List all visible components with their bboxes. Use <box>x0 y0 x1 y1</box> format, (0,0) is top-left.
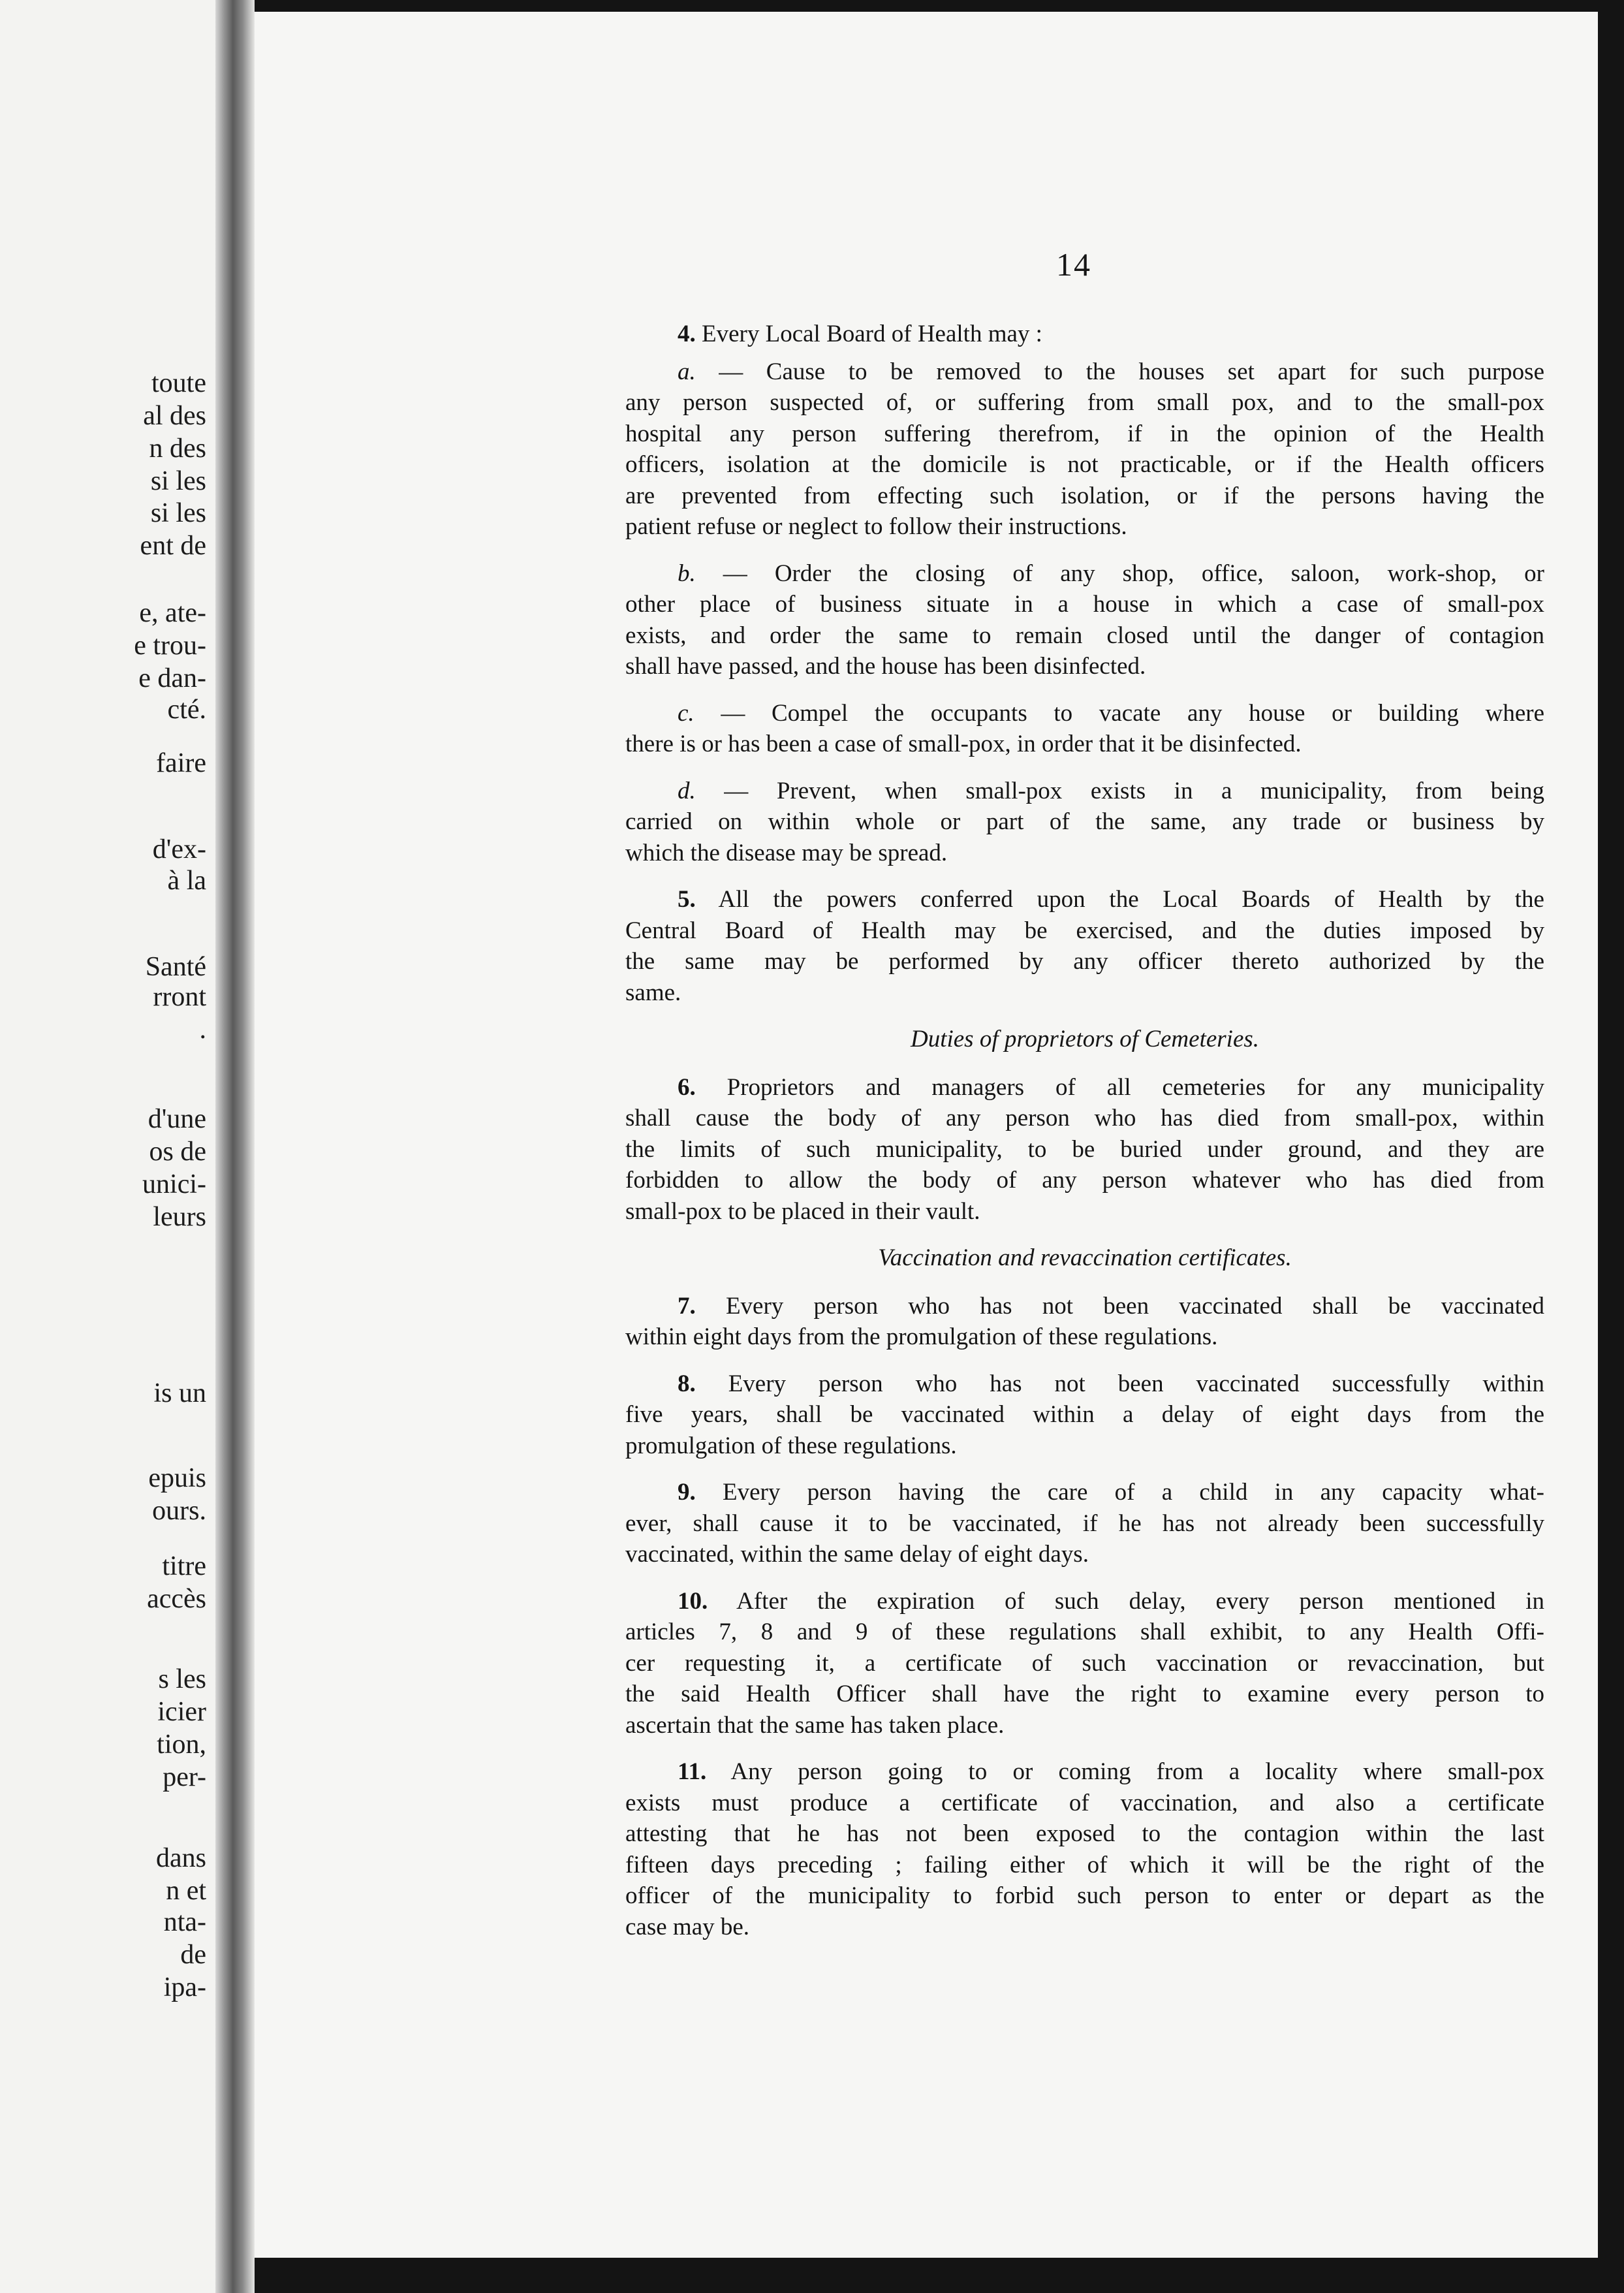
text-line <box>625 558 1544 590</box>
line-text: attesting that he has not been exposed to the contagion within the last <box>625 1820 1544 1847</box>
left-page-fragment: epuis <box>148 1463 206 1493</box>
left-page-fragment: per- <box>163 1762 206 1792</box>
text-line <box>625 1850 1544 1881</box>
line-text: Central Board of Health may be exercised, and the duties imposed by <box>625 917 1544 944</box>
text-line <box>625 915 1544 947</box>
article-number: 5. <box>678 886 696 913</box>
text-line <box>625 1586 1544 1617</box>
line-text: — Order the closing of any shop, office, saloon, work-shop, or <box>723 560 1545 587</box>
line-text: which the disease may be spread. <box>625 839 948 866</box>
left-page-fragment: n des <box>149 434 206 464</box>
line-text: carried on within whole or part of the same, any trade or business by <box>625 808 1544 835</box>
article-4 <box>625 319 1544 350</box>
left-page-fragment: e, ate- <box>139 598 206 628</box>
left-page-fragment: ours. <box>152 1496 206 1526</box>
left-page-fragment: cté. <box>167 695 206 725</box>
text-line <box>625 1756 1544 1788</box>
article-number: 6. <box>678 1073 696 1101</box>
left-page-fragment: is un <box>153 1378 206 1408</box>
section-heading-vaccination: Vaccination and revaccination certificates. <box>878 1244 1292 1271</box>
line-text: forbidden to allow the body of any person whatever who has died from <box>625 1167 1544 1194</box>
text-line <box>625 1134 1544 1165</box>
line-text: the said Health Officer shall have the right to examine every person to <box>625 1681 1544 1707</box>
text-line <box>625 1103 1544 1134</box>
line-text: All the powers conferred upon the Local Boards of Health by the <box>718 886 1544 913</box>
line-text: patient refuse or neglect to follow their instructions. <box>625 513 1127 540</box>
left-page-fragment: n et <box>166 1876 206 1906</box>
line-text: promulgation of these regulations. <box>625 1432 957 1459</box>
article-number: 7. <box>678 1292 696 1320</box>
line-text: same. <box>625 979 681 1006</box>
line-text: exists must produce a certificate of vaccination, and also a certificate <box>625 1789 1544 1816</box>
article-number: 9. <box>678 1479 696 1506</box>
text-line <box>625 946 1544 977</box>
left-page-fragment: . <box>199 1015 206 1045</box>
text-line <box>625 1912 1544 1943</box>
text-line <box>625 1431 1544 1462</box>
text-line <box>625 620 1544 652</box>
line-text: Any person going to or coming from a locality where small-pox <box>730 1758 1544 1785</box>
text-line <box>625 1880 1544 1912</box>
article-7 <box>625 1291 1544 1353</box>
text-line <box>625 1072 1544 1103</box>
line-text: shall cause the body of any person who has died from small-pox, within <box>625 1105 1544 1131</box>
text-line <box>625 1818 1544 1850</box>
left-page-fragment: de <box>180 1940 206 1970</box>
article-10 <box>625 1586 1544 1741</box>
line-text: cer requesting it, a certificate of such vaccination or revaccination, but <box>625 1649 1544 1677</box>
left-page-fragment: si les <box>150 466 206 496</box>
text-line <box>625 729 1544 760</box>
article-8 <box>625 1368 1544 1462</box>
left-page-fragment: e dan- <box>138 663 206 693</box>
text-line <box>625 1710 1544 1741</box>
line-text: within eight days from the promulgation of these regulations. <box>625 1323 1218 1350</box>
text-line <box>625 511 1544 543</box>
left-page-fragment: s les <box>158 1664 206 1694</box>
text-line <box>625 838 1544 869</box>
line-text: shall have passed, and the house has been disinfected. <box>625 653 1146 680</box>
line-text: officers, isolation at the domicile is not practicable, or if the Health officers <box>625 451 1544 478</box>
clause-d <box>625 776 1544 869</box>
text-line <box>625 1539 1544 1570</box>
line-text: ever, shall cause it to be vaccinated, if he has not already been successfully <box>625 1510 1544 1537</box>
left-page-fragment: titre <box>162 1551 206 1581</box>
article-6 <box>625 1072 1544 1227</box>
left-page-fragment: rront <box>153 982 206 1012</box>
left-page-fragment: dans <box>156 1843 206 1873</box>
left-page-fragment: al des <box>143 401 206 431</box>
line-text: articles 7, 8 and 9 of these regulations shall exhibit, to any Health Offi- <box>625 1619 1544 1645</box>
line-text: vaccinated, within the same delay of eight days. <box>625 1541 1089 1568</box>
clause-letter: a. <box>678 358 696 385</box>
clause-b <box>625 558 1544 682</box>
line-text: are prevented from effecting such isolation, or if the persons having the <box>625 482 1544 509</box>
left-page-fragment: accès <box>147 1584 206 1614</box>
text-line <box>625 449 1544 481</box>
text-line <box>625 1399 1544 1431</box>
article-intro: Every Local Board of Health may : <box>702 321 1042 347</box>
text-line <box>625 1477 1544 1508</box>
article-number: 11. <box>678 1758 707 1785</box>
line-text: After the expiration of such delay, every person mentioned in <box>736 1587 1544 1615</box>
line-text: ascertain that the same has taken place. <box>625 1711 1005 1739</box>
text-line <box>625 1165 1544 1196</box>
line-text: the limits of such municipality, to be buried under ground, and they are <box>625 1135 1544 1163</box>
text-line <box>625 1648 1544 1679</box>
text-line <box>625 1321 1544 1353</box>
text-line <box>625 977 1544 1009</box>
line-text: there is or has been a case of small-pox, in order that it be disinfected. <box>625 731 1302 757</box>
page-content <box>625 319 1544 1958</box>
clause-letter: d. <box>678 777 696 804</box>
left-page-fragment: toute <box>151 368 206 398</box>
section-heading-cemeteries: Duties of proprietors of Cemeteries. <box>910 1026 1260 1052</box>
text-line <box>625 387 1544 419</box>
left-page-fragment: d'une <box>148 1104 206 1134</box>
left-page-fragment: tion, <box>157 1730 206 1760</box>
left-page-fragment: ipa- <box>163 1972 206 2002</box>
page-number: 14 <box>1056 246 1091 283</box>
left-facing-page <box>0 0 215 2293</box>
line-text: Every person who has not been vaccinated shall be vaccinated <box>725 1292 1544 1320</box>
line-text: case may be. <box>625 1913 750 1940</box>
line-text: officer of the municipality to forbid such person to enter or depart as the <box>625 1882 1544 1909</box>
text-line <box>625 419 1544 450</box>
text-line <box>625 806 1544 838</box>
left-page-fragment: icier <box>157 1697 206 1727</box>
line-text: the same may be performed by any officer thereto authorized by the <box>625 948 1544 975</box>
left-page-fragment: à la <box>167 866 206 896</box>
line-text: small-pox to be placed in their vault. <box>625 1197 980 1225</box>
line-text: — Compel the occupants to vacate any house or building where <box>721 699 1544 727</box>
left-page-fragment: si les <box>150 498 206 528</box>
left-page-fragment: nta- <box>163 1907 206 1937</box>
text-line <box>625 776 1544 807</box>
text-line <box>625 1291 1544 1322</box>
left-page-fragment: Santé <box>145 952 206 982</box>
article-number: 10. <box>678 1587 708 1615</box>
text-line <box>625 589 1544 620</box>
text-line <box>625 884 1544 915</box>
line-text: — Prevent, when small-pox exists in a municipality, from being <box>724 777 1545 804</box>
text-line <box>625 1368 1544 1400</box>
article-number: 8. <box>678 1370 696 1397</box>
left-page-fragment: unici- <box>142 1169 206 1199</box>
line-text: — Cause to be removed to the houses set apart for such purpose <box>719 358 1544 385</box>
line-text: five years, shall be vaccinated within a delay of eight days from the <box>625 1401 1544 1428</box>
clause-c <box>625 698 1544 760</box>
book-gutter <box>215 0 255 2293</box>
left-page-fragment: os de <box>149 1137 206 1167</box>
left-page-fragment: d'ex- <box>152 834 206 864</box>
text-line <box>625 356 1544 388</box>
line-text: hospital any person suffering therefrom, if in the opinion of the Health <box>625 420 1544 447</box>
text-line <box>625 1196 1544 1227</box>
article-9 <box>625 1477 1544 1570</box>
left-page-fragment: ent de <box>140 531 206 561</box>
text-line <box>625 651 1544 682</box>
line-text: other place of business situate in a house in which a case of small-pox <box>625 591 1544 618</box>
clause-a <box>625 356 1544 543</box>
text-line <box>625 698 1544 729</box>
text-line <box>625 1508 1544 1540</box>
article-5 <box>625 884 1544 1008</box>
line-text: Proprietors and managers of all cemeteries for any municipality <box>726 1073 1544 1101</box>
left-page-fragment: e trou- <box>134 631 206 661</box>
text-line <box>625 481 1544 512</box>
text-line <box>625 1617 1544 1648</box>
line-text: Every person who has not been vaccinated successfully within <box>728 1370 1545 1397</box>
article-11 <box>625 1756 1544 1942</box>
line-text: exists, and order the same to remain closed until the danger of contagion <box>625 622 1544 649</box>
line-text: Every person having the care of a child in any capacity what- <box>723 1479 1545 1506</box>
line-text: any person suspected of, or suffering from small pox, and to the small-pox <box>625 389 1544 416</box>
text-line <box>625 1788 1544 1819</box>
text-line <box>625 1679 1544 1710</box>
line-text: fifteen days preceding ; failing either of which it will be the right of the <box>625 1851 1544 1878</box>
clause-letter: b. <box>678 560 696 587</box>
clause-letter: c. <box>678 699 695 727</box>
right-page <box>255 12 1598 2258</box>
article-number: 4. <box>678 321 696 347</box>
left-page-fragment: leurs <box>153 1202 206 1232</box>
left-page-fragment: faire <box>156 748 206 778</box>
